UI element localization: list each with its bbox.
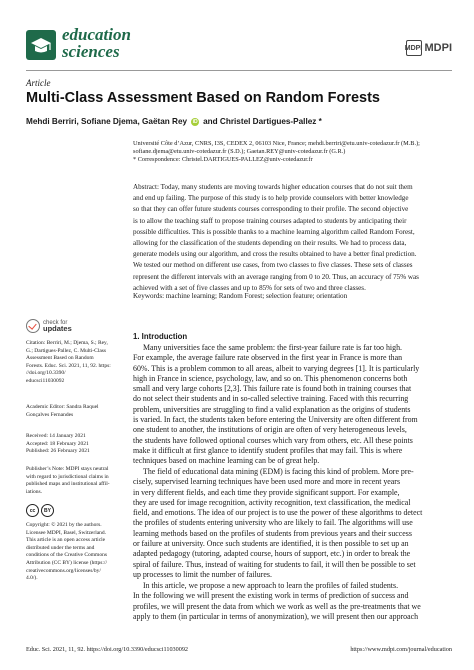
citation-line: G.; Dartigues-Pallez, C. Multi-Class — [26, 347, 107, 354]
para-line: problem, universities are struggling to find a valid explanation as the origins of students — [133, 404, 411, 414]
para-line: is varied. In fact, the students taken before entering the University are often different from — [133, 415, 418, 425]
intro-paragraph-3 — [133, 581, 451, 622]
authors-part2: and Christel Dartigues-Pallez * — [203, 117, 322, 126]
abstract-line: Abstract: Today, many students are moving towards higher education courses that do not suit them — [133, 183, 413, 191]
received-date: Received: 14 January 2021 — [26, 433, 86, 439]
header-rule — [26, 70, 452, 71]
publisher-logo — [406, 40, 453, 56]
publication-dates — [26, 433, 126, 456]
publisher-note — [26, 466, 126, 496]
abstract-line: allowing for the classification of the students depending on their results. We had to process data, — [133, 239, 407, 248]
para-line: small and very large cohorts [2,3]. This failure rate is found both in training courses that — [133, 384, 412, 394]
abstract-line: possible difficulties. This is possible thanks to a machine learning algorithm called Random Forest, — [133, 227, 415, 236]
para-line: Many universities face the same problem: the first-year failure rate is far too high. — [143, 343, 402, 352]
article-title: Multi-Class Assessment Based on Random Forests — [26, 90, 380, 106]
para-line: adapted pedagogy (tutoring, adapted course, hours of support, etc.) in order to break the — [133, 549, 411, 559]
copyright-line: conditions of the Creative Commons — [26, 552, 107, 559]
academic-editor — [26, 404, 126, 419]
para-line: cisely, supervised learning techniques have been used more and more in recent years — [133, 477, 401, 487]
journal-name-line2: sciences — [62, 42, 120, 61]
publisher-note-line: Publisher’s Note: MDPI stays neutral — [26, 466, 109, 472]
abstract-line: represent the different intervals with an average ranging from 0 to 20. Thus, an accuracy of 75% was — [133, 272, 419, 281]
abstract-line: so that they can offer future students courses corresponding to their profile. The second objective — [133, 205, 409, 214]
correspondence-line: * Correspondence: Christel.DARTIGUES-PALLEZ@univ-cotedazur.fr — [133, 156, 313, 163]
abstract — [133, 182, 451, 294]
license-link[interactable]: creativecommons.org/licenses/by/ — [26, 567, 101, 574]
citation-line: Assessment Based on Random — [26, 355, 94, 362]
para-line: profiles, we will present the data from which we work as well as the pre-treatments that we — [133, 601, 421, 611]
journal-logo-icon — [26, 30, 56, 60]
para-line: techniques based on machine learning can be of great help. — [133, 456, 320, 466]
check-updates-line1: check for — [43, 319, 68, 326]
check-updates-icon — [26, 319, 40, 333]
publisher-note-line: published maps and institutional affil- — [26, 481, 110, 488]
intro-paragraph-2 — [133, 467, 451, 580]
keywords: Keywords: machine learning; Random Forest; selection feature; orientation — [133, 292, 348, 300]
article-type: Article — [26, 78, 51, 88]
journal-name — [62, 26, 131, 60]
author-list — [26, 117, 322, 126]
para-line: in very different fields, and each time they provide significant support. For example, — [133, 487, 400, 497]
para-line: In the following we will present the existing work in terms of prediction of success and — [133, 591, 409, 601]
affiliation-line: Université Côte d’Azur, CNRS, I3S, CEDEX 2, 06103 Nice, France; mehdi.berriri@etu.univ-cotedazur.fr (M.B.); — [133, 140, 420, 147]
para-line: the profiles of students entering university who are likely to fail. The algorithms will use — [133, 518, 413, 528]
check-updates-text — [43, 320, 72, 333]
orcid-icon[interactable]: iD — [192, 118, 198, 125]
citation-doi-link[interactable]: //doi.org/10.3390/ — [26, 370, 66, 377]
authors-part1: Mehdi Berriri, Sofiane Djema, Gaëtan Rey — [26, 117, 188, 126]
copyright-line: distributed under the terms and — [26, 544, 95, 551]
editor-line: Gonçalves Fernandes — [26, 411, 74, 418]
check-for-updates-badge[interactable] — [26, 319, 72, 333]
affiliation-line: sofiane.djema@etu.univ-cotedazur.fr (S.D.); Gaetan.REY@univ-cotedazur.fr (G.R.) — [133, 148, 346, 155]
publisher-note-line: iations. — [26, 488, 43, 495]
para-line: or failure at university. Once such students are identified, it is then possible to set up an — [133, 539, 409, 549]
para-line: apply to them (in particular in terms of anonymization), we will present then our approach — [133, 611, 419, 621]
para-line: one student to another, the institutions of origin are often of very heterogeneous levels, — [133, 425, 407, 435]
abstract-line: and end up failing. The purpose of this study is to help provide counselors with better knowledge — [133, 194, 409, 203]
footer-journal-link[interactable]: https://www.mdpi.com/journal/education — [350, 646, 452, 653]
accepted-date: Accepted: 18 February 2021 — [26, 440, 89, 447]
section-heading: 1. Introduction — [133, 332, 188, 341]
affiliations — [133, 140, 453, 164]
cc-icon: cc — [26, 504, 39, 517]
license-link[interactable]: 4.0/). — [26, 575, 38, 582]
para-line: spiral of failure. Thus, instead of waiting for students to fail, it will then be possible to set — [133, 559, 416, 569]
copyright-line: Copyright: © 2021 by the authors. — [26, 522, 102, 528]
abstract-line: We tested our method on different use cases, from two classes to five classes. These sets of classes — [133, 261, 413, 270]
citation-doi-link[interactable]: educsci11030092 — [26, 377, 65, 384]
para-line: field, and emotions. The idea of our project is to use the power of these algorithms to detect — [133, 508, 423, 518]
page-footer — [26, 646, 452, 653]
para-line: For example, the average failure rate observed in the first year in France is more than — [133, 353, 403, 363]
para-line: up processes to limit the number of failures. — [133, 569, 272, 579]
para-line: The field of educational data mining (EDM) is facing this kind of problem. More pre- — [143, 467, 414, 476]
mdpi-mark-icon: MDPI — [406, 40, 422, 56]
intro-paragraph-1 — [133, 343, 451, 467]
publisher-note-line: with regard to jurisdictional claims in — [26, 473, 109, 480]
para-line: do not select their students and in so-called selective training. Faced with this recurring — [133, 394, 409, 404]
para-line: they are used for image recognition, activity recognition, text classification, the medical — [133, 497, 411, 507]
abstract-line: generate models using our algorithm, and cross the results obtained to have a better final prediction. — [133, 250, 417, 259]
copyright-line: Attribution (CC BY) license (https:// — [26, 559, 107, 566]
para-line: 60%. This is a problem common to all areas, albeit to varying degrees [1]. It is particularly — [133, 363, 420, 373]
para-line: In this article, we propose a new approach to learn the profiles of failed students. — [143, 581, 399, 590]
by-icon: BY — [41, 504, 54, 517]
cc-by-license-badge[interactable] — [26, 504, 54, 517]
check-updates-line2: updates — [43, 324, 72, 333]
published-date: Published: 26 February 2021 — [26, 448, 90, 455]
para-line: learning methods based on the profiles of students from previous years and their success — [133, 528, 412, 538]
editor-line: Academic Editor: Sandra Raquel — [26, 404, 99, 410]
copyright-line: This article is an open access article — [26, 537, 106, 544]
citation-line: Citation: Berriri, M.; Djema, S.; Rey, — [26, 340, 108, 346]
publisher-name: MDPI — [424, 42, 452, 54]
citation-line: Forests. Educ. Sci. 2021, 11, 92. https: — [26, 362, 111, 369]
abstract-line: achieved with a set of five classes and up to 85% for sets of two and three classes. — [133, 283, 366, 292]
para-line: high in France in science, psychology, law, and so on. This phenomenon concerns both — [133, 373, 408, 383]
copyright-line: Licensee MDPI, Basel, Switzerland. — [26, 529, 107, 536]
footer-citation: Educ. Sci. 2021, 11, 92. https://doi.org/10.3390/educsci11030092 — [26, 646, 189, 653]
citation-block — [26, 340, 126, 386]
journal-name-line1: education — [62, 25, 131, 44]
copyright-block — [26, 522, 126, 583]
abstract-line: is to allow the teaching staff to propose training courses adapted to students by anticipating their — [133, 216, 407, 225]
para-line: make it difficult at first glance to identify student profiles that may fail. This is where — [133, 445, 403, 455]
para-line: the students have followed optional courses which vary from others, etc. All these points — [133, 435, 413, 445]
